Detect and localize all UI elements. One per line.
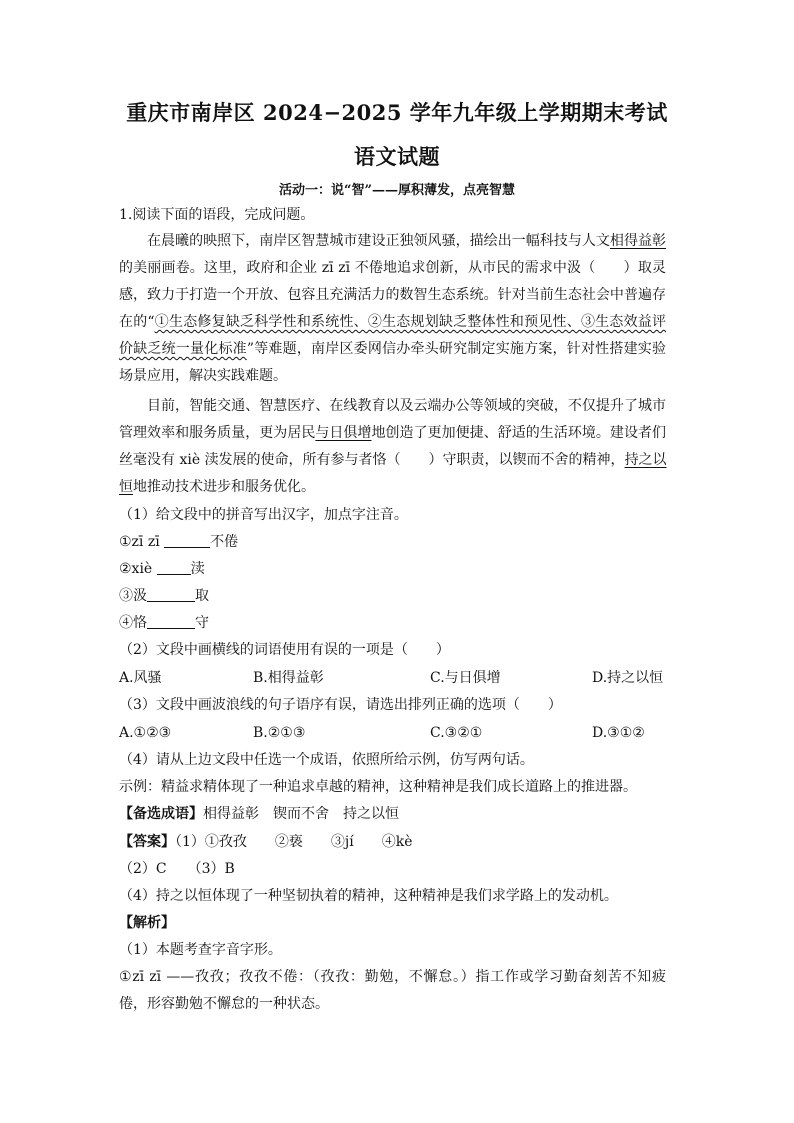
- activity-heading: 活动一：说“智”——厚积薄发，点亮智慧: [279, 183, 515, 198]
- passage-line: 在晨曦的映照下，南岸区智慧城市建设正独领风骚，描绘出一幅科技与人文相得益彰: [147, 233, 667, 249]
- passage-line: 恒地推动技术进步和服务优化。: [119, 479, 315, 495]
- sub-question-stem: （1）给文段中的拼音写出汉字，加点字注音。: [119, 507, 408, 523]
- passage-line: 在的“①生态修复缺乏科学性和系统性、②生态规划缺乏整体性和预见性、③生态效益评: [119, 314, 666, 330]
- answer-line: 【答案】（1）①孜孜 ②亵 ③jí ④kè: [119, 834, 413, 850]
- analysis-line: 倦，形容勤勉不懈怠的一种状态。: [119, 996, 329, 1012]
- wavy-underlined-sentence: ①生态修复缺乏科学性和系统性、②生态规划缺乏整体性和预见性、③生态效益评: [154, 314, 666, 330]
- passage-line: 的美丽画卷。这里，政府和企业 zī zī 不倦地追求创新，从市民的需求中汲（ ）取灵: [119, 260, 666, 276]
- underlined-term: 与日俱增: [315, 425, 372, 441]
- passage-line: 场景应用，解决实践难题。: [119, 368, 287, 384]
- passage-line: 价缺乏统一量化标准”等难题，南岸区委网信办牵头研究制定实施方案，针对性搭建实验: [119, 341, 667, 357]
- passage-line: 管理效率和服务质量，更为居民与日俱增地创造了更加便捷、舒适的生活环境。建设者们: [119, 425, 667, 441]
- choice-option[interactable]: A.①②③: [119, 725, 172, 741]
- passage-line: 感，致力于打造一个开放、包容且充满活力的数智生态系统。针对当前生态社会中普遍存: [119, 287, 666, 303]
- underlined-term: 相得益彰: [609, 233, 667, 249]
- passage-line: 丝毫没有 xiè 渎发展的使命，所有参与者恪（ ）守职责，以锲而不舍的精神，持之以: [119, 452, 667, 468]
- idiom-label: 【备选成语】: [119, 806, 203, 822]
- choice-option[interactable]: A.风骚: [119, 670, 162, 686]
- page-subtitle: 语文试题: [354, 144, 440, 169]
- fill-item: ①zī zī 不倦: [119, 534, 239, 550]
- wavy-underlined-sentence: 价缺乏统一量化标准: [119, 341, 247, 357]
- answer-blank[interactable]: [147, 587, 195, 602]
- answer-label: 【答案】: [119, 834, 175, 850]
- page-title: 重庆市南岸区 2024−2025 学年九年级上学期期末考试: [126, 100, 668, 125]
- analysis-line: ①zī zī ——孜孜；孜孜不倦：（孜孜：勤勉，不懈怠。）指工作或学习勤奋刻苦不知疲: [119, 969, 666, 985]
- choice-option[interactable]: B.相得益彰: [253, 670, 324, 686]
- answer-blank[interactable]: [157, 560, 191, 575]
- sub-question-stem: （4）请从上边文段中任选一个成语，依照所给示例，仿写两句话。: [119, 752, 534, 768]
- sub-question-stem: （2）文段中画横线的词语使用有误的一项是（ ）: [119, 642, 450, 658]
- sub-question-stem: （3）文段中画波浪线的句子语序有误，请选出排列正确的选项（ ）: [119, 697, 562, 713]
- idiom-list: 【备选成语】相得益彰 锲而不舍 持之以恒: [119, 806, 399, 822]
- example-sentence: 示例：精益求精体现了一种追求卓越的精神，这种精神是我们成长道路上的推进器。: [119, 779, 637, 795]
- answer-blank[interactable]: [164, 533, 210, 548]
- underlined-term: 持之以: [624, 452, 667, 468]
- question-stem: 1.阅读下面的语段，完成问题。: [119, 207, 315, 223]
- answer-blank[interactable]: [147, 614, 195, 629]
- analysis-label: 【解析】: [119, 915, 175, 931]
- fill-item: ②xiè 渎: [119, 561, 205, 577]
- choice-option[interactable]: C.③②①: [430, 725, 483, 741]
- choice-option[interactable]: D.持之以恒: [592, 670, 664, 686]
- answer-line: （2）C （3）B: [119, 861, 235, 877]
- fill-item: ④恪 守: [119, 615, 209, 631]
- choice-option[interactable]: B.②①③: [253, 725, 306, 741]
- answer-line: （4）持之以恒体现了一种坚韧执着的精神，这种精神是我们求学路上的发动机。: [119, 888, 618, 904]
- passage-line: 目前，智能交通、智慧医疗、在线教育以及云端办公等领域的突破，不仅提升了城市: [147, 398, 666, 414]
- analysis-line: （1）本题考查字音字形。: [119, 942, 282, 958]
- underlined-term: 恒: [119, 479, 133, 495]
- fill-item: ③汲 取: [119, 588, 209, 604]
- choice-option[interactable]: D.③①②: [592, 725, 645, 741]
- choice-option[interactable]: C.与日俱增: [430, 670, 501, 686]
